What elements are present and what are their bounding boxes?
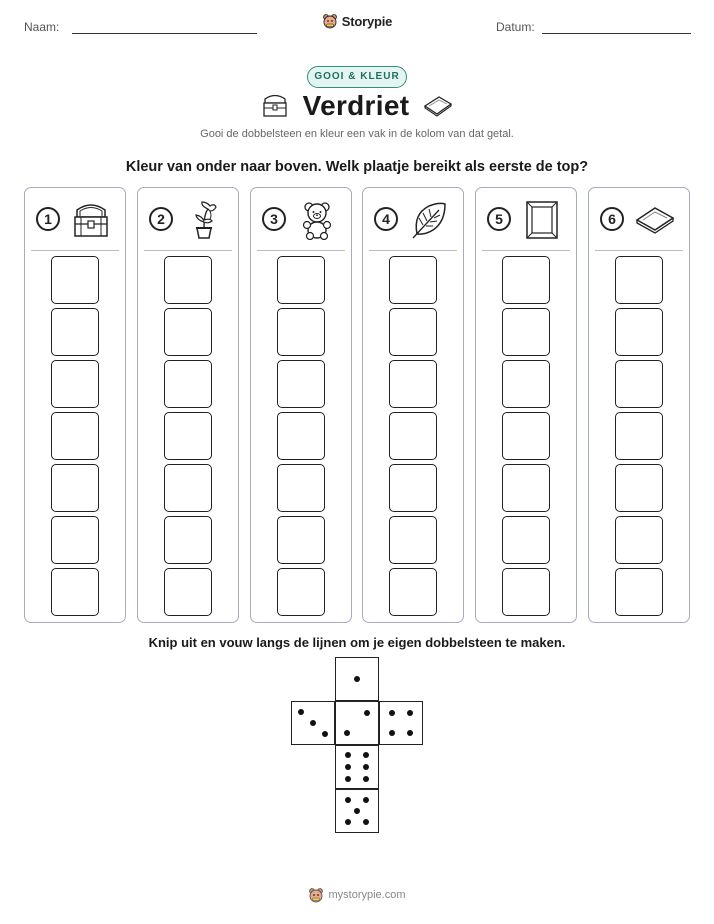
- column-divider: [257, 250, 345, 251]
- die-pip: [363, 819, 369, 825]
- color-cell[interactable]: [164, 516, 212, 564]
- color-cell[interactable]: [389, 568, 437, 616]
- treasure-chest-icon: [71, 200, 111, 240]
- die-face-6: [335, 745, 379, 789]
- column-divider: [369, 250, 457, 251]
- color-cell[interactable]: [502, 360, 550, 408]
- color-column-4: [362, 187, 464, 623]
- column-divider: [595, 250, 683, 251]
- color-cell[interactable]: [277, 308, 325, 356]
- date-label: Datum:: [496, 20, 535, 34]
- die-pip: [345, 776, 351, 782]
- color-cell[interactable]: [277, 516, 325, 564]
- color-cell[interactable]: [277, 412, 325, 460]
- die-pip: [310, 720, 316, 726]
- color-cell[interactable]: [164, 568, 212, 616]
- die-pip: [363, 797, 369, 803]
- die-pip: [364, 710, 370, 716]
- die-face-5: [335, 789, 379, 833]
- color-cell[interactable]: [51, 256, 99, 304]
- color-cell[interactable]: [615, 568, 663, 616]
- color-cell[interactable]: [615, 256, 663, 304]
- die-pip: [407, 730, 413, 736]
- footer-url[interactable]: mystorypie.com: [328, 889, 406, 901]
- color-cell[interactable]: [277, 256, 325, 304]
- die-pip: [322, 731, 328, 737]
- color-cell[interactable]: [502, 516, 550, 564]
- color-column-6: [588, 187, 690, 623]
- die-face-1: [335, 657, 379, 701]
- color-cell[interactable]: [164, 412, 212, 460]
- page-title: Verdriet: [302, 90, 410, 121]
- color-cell[interactable]: [389, 256, 437, 304]
- die-pip: [389, 710, 395, 716]
- storypie-mascot-icon: [322, 13, 338, 29]
- die-pip: [363, 764, 369, 770]
- column-header: [476, 188, 576, 250]
- color-cell[interactable]: [389, 516, 437, 564]
- teddy-bear-icon: [297, 200, 337, 240]
- column-number: 1: [36, 207, 60, 231]
- column-divider: [31, 250, 119, 251]
- color-cell[interactable]: [502, 308, 550, 356]
- die-pip: [298, 709, 304, 715]
- brand-name: Storypie: [341, 13, 393, 29]
- color-cell[interactable]: [164, 308, 212, 356]
- column-header: [589, 188, 689, 250]
- die-pip: [345, 819, 351, 825]
- column-header: [138, 188, 238, 250]
- color-cell[interactable]: [502, 568, 550, 616]
- color-cell[interactable]: [502, 412, 550, 460]
- color-cell[interactable]: [51, 308, 99, 356]
- column-number: 4: [374, 207, 398, 231]
- date-line[interactable]: [542, 33, 691, 34]
- name-line[interactable]: [72, 33, 257, 34]
- color-cell[interactable]: [51, 412, 99, 460]
- footer: [0, 887, 714, 903]
- wilted-flower-icon: [184, 200, 224, 240]
- folded-cloth-icon: [635, 200, 675, 240]
- color-cell[interactable]: [389, 308, 437, 356]
- color-cell[interactable]: [615, 412, 663, 460]
- die-instruction: Knip uit en vouw langs de lijnen om je eigen dobbelsteen te maken.: [148, 635, 566, 650]
- color-cell[interactable]: [51, 516, 99, 564]
- color-cell[interactable]: [164, 360, 212, 408]
- color-cell[interactable]: [164, 256, 212, 304]
- column-number: 2: [149, 207, 173, 231]
- die-face-2: [335, 701, 379, 745]
- color-column-2: [137, 187, 239, 623]
- page-subtitle: Gooi de dobbelsteen en kleur een vak in de kolom van dat getal.: [200, 128, 514, 140]
- color-cell[interactable]: [51, 568, 99, 616]
- die-pip: [345, 764, 351, 770]
- activity-badge: GOOI & KLEUR: [307, 66, 407, 88]
- color-cell[interactable]: [615, 464, 663, 512]
- color-column-3: [250, 187, 352, 623]
- die-pip: [363, 752, 369, 758]
- brand-logo: [0, 13, 714, 29]
- leaf-icon: [409, 200, 449, 240]
- column-header: [251, 188, 351, 250]
- die-face-3: [291, 701, 335, 745]
- name-label: Naam:: [24, 20, 60, 34]
- die-pip: [354, 808, 360, 814]
- column-number: 6: [600, 207, 624, 231]
- column-header: [363, 188, 463, 250]
- color-column-1: [24, 187, 126, 623]
- color-cell[interactable]: [615, 360, 663, 408]
- die-pip: [363, 776, 369, 782]
- die-face-4: [379, 701, 423, 745]
- color-cell[interactable]: [164, 464, 212, 512]
- color-cell[interactable]: [51, 360, 99, 408]
- die-pip: [344, 730, 350, 736]
- column-number: 3: [262, 207, 286, 231]
- column-divider: [482, 250, 570, 251]
- die-pip: [389, 730, 395, 736]
- color-cell[interactable]: [389, 360, 437, 408]
- color-cell[interactable]: [502, 256, 550, 304]
- color-cell[interactable]: [277, 568, 325, 616]
- storypie-mascot-icon: [308, 887, 324, 903]
- column-number: 5: [487, 207, 511, 231]
- color-cell[interactable]: [389, 412, 437, 460]
- color-cell[interactable]: [389, 464, 437, 512]
- treasure-chest-icon: [261, 93, 289, 119]
- die-pip: [354, 676, 360, 682]
- color-cell[interactable]: [615, 516, 663, 564]
- coloring-instruction: Kleur van onder naar boven. Welk plaatje bereikt als eerste de top?: [125, 159, 589, 175]
- die-pip: [407, 710, 413, 716]
- color-column-5: [475, 187, 577, 623]
- color-cell[interactable]: [615, 308, 663, 356]
- color-cell[interactable]: [51, 464, 99, 512]
- picture-frame-icon: [522, 200, 562, 240]
- die-pip: [345, 797, 351, 803]
- color-cell[interactable]: [502, 464, 550, 512]
- color-cell[interactable]: [277, 464, 325, 512]
- color-cell[interactable]: [277, 360, 325, 408]
- column-header: [25, 188, 125, 250]
- folded-cloth-icon: [423, 94, 453, 118]
- die-pip: [345, 752, 351, 758]
- page-title-row: [0, 90, 714, 122]
- column-divider: [144, 250, 232, 251]
